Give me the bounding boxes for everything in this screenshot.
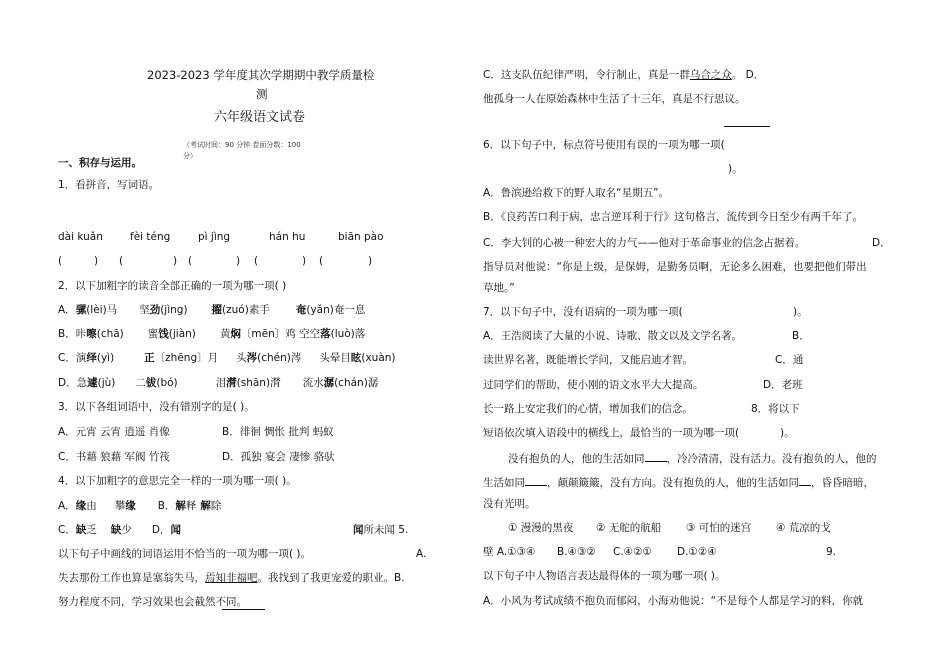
question-9: 以下句子中人物语言表达最得体的一项为哪一项( )。 — [483, 570, 726, 582]
page-title-cont: 测 — [256, 87, 268, 101]
option-6d-label: D． — [872, 237, 891, 249]
phrase-option: ① 漫漫的黑夜 — [508, 522, 574, 534]
passage-line-2: 生活如同 ，颠颠簸簸，没有方向。没有抱负的人，他的生活如同 ，昏昏暗暗， — [483, 474, 874, 490]
question-7: 7．以下句子中，没有语病的一项为哪一项( — [483, 306, 683, 318]
answer-paren: ) — [94, 255, 99, 267]
option-5b: 努力程度不同，学习效果也会截然不同。 — [58, 596, 247, 608]
answer-paren[interactable]: ( — [188, 255, 193, 267]
pinyin-3: pì jìng — [198, 231, 231, 243]
question-6: 6．以下句子中，标点符号使用有误的一项为哪一项( — [483, 139, 725, 151]
option-7b-label: B． — [792, 330, 810, 342]
option-2a: A．骡(lèi)马 坚劲(jìng) 擢(zuó)素手 奄(yǎn)奄一息 — [58, 304, 366, 316]
answer-paren[interactable]: ( — [319, 255, 324, 267]
answer-paren[interactable]: ( — [254, 255, 259, 267]
option-3b: B．徘徊 惆怅 批判 蚂蚁 — [222, 426, 334, 438]
paper-subtitle: 六年级语文试卷 — [214, 110, 306, 125]
answer-option-8d: D.①②④ — [677, 546, 717, 558]
question-7-end: )。 — [793, 306, 808, 318]
option-7a: A．王浩阅读了大量的小说、诗歌、散文以及文学名著。 — [483, 330, 743, 342]
answer-paren: ) — [368, 255, 373, 267]
answer-option-8b: B.④③② — [557, 546, 596, 558]
answer-option-8a: 壁 A.①③④ — [483, 546, 536, 558]
underline-5b — [222, 609, 265, 610]
page-title: 2023-2023 学年度其次学期期中教学质量检 — [147, 68, 375, 82]
fill-blank[interactable] — [799, 474, 811, 486]
question-2: 2．以下加粗字的读音全部正确的一项为哪一项( ) — [58, 280, 287, 292]
pinyin-5: biān pào — [338, 231, 384, 243]
fill-blank[interactable] — [525, 474, 547, 486]
option-7c: 过同学们的帮助，使小刚的语文水平大大提高。 — [483, 379, 704, 391]
option-7c-label: C．通 — [775, 354, 804, 366]
option-6c: C．李大钊的心被一种宏大的力气——他对于革命事业的信念占据着。 — [483, 237, 806, 249]
option-5a-label: A. — [416, 548, 427, 560]
answer-paren: ) — [236, 255, 241, 267]
option-5c: C．这支队伍纪律严明，令行制止，真是一群乌合之众。 D． — [483, 69, 765, 81]
passage-line-3: 没有光明。 — [483, 498, 536, 510]
question-1: 1．看拼音，写词语。 — [58, 179, 160, 191]
question-3: 3．以下各组词语中，没有错别字的是( )。 — [58, 401, 255, 413]
option-3d: D．孤独 宴会 凄惨 骆驮 — [222, 451, 335, 463]
option-2c: C．演绎(yì) 正〔zhēng〕月 头涔(chén)涔 头晕目眩(xuàn) — [58, 352, 396, 364]
answer-paren[interactable]: ( — [119, 255, 124, 267]
passage-line-1: 没有抱负的人，他的生活如同 ，冷冷清清，没有活力。没有抱负的人，他的 — [508, 450, 877, 466]
option-7b: 读世界名著，既能增长学问，又能启迪才智。 — [483, 354, 693, 366]
phrase-option: ② 无舵的航船 — [596, 522, 662, 534]
option-4cd: C．缺乏 缺少 D．闻 闻所未闻 5. — [58, 524, 409, 536]
answer-paren: ) — [302, 255, 307, 267]
question-8-label: 8．将以下 — [751, 403, 800, 415]
answer-option-8c: C.④②① — [613, 546, 652, 558]
question-6-end: )。 — [728, 163, 743, 175]
answer-paren[interactable]: ( — [58, 255, 63, 267]
option-4ab: A．缘由 攀缘 B．解释 解除 — [58, 500, 222, 512]
pinyin-1: dài kuǎn — [58, 231, 103, 243]
question-5: 以下句子中画线的词语运用不恰当的一项为哪一项( )。 — [58, 548, 312, 560]
exam-info-cont: 分） — [183, 152, 197, 160]
option-7d-label: D．老班 — [763, 379, 803, 391]
question-4: 4．以下加粗字的意思完全一样的一项为哪一项( )。 — [58, 475, 297, 487]
option-9a: A．小风为考试成绩不抱负而郁闷，小海劝他说：“不是每个人都是学习的料，你就 — [483, 595, 864, 607]
answer-paren: ) — [173, 255, 178, 267]
exam-info: （考试时间：90 分钟 卷面分数：100 — [183, 141, 301, 149]
option-6a: A．鲁滨逊给救下的野人取名“星期五”。 — [483, 187, 670, 199]
option-5d: 他孤身一人在原始森林中生活了十三年，真是不行思议。 — [483, 93, 746, 105]
option-6d-cont: 草地。” — [483, 282, 515, 294]
pinyin-2: fèi téng — [130, 231, 171, 243]
phrase-option: ③ 可怕的迷宫 — [686, 522, 752, 534]
question-9-label: 9. — [826, 546, 837, 558]
option-3c: C．书藉 狼藉 军阀 竹筏 — [58, 451, 170, 463]
pinyin-4: hán hu — [269, 231, 306, 243]
question-8: 短语依次填入语段中的横线上，最恰当的一项为哪一项( — [483, 427, 740, 439]
option-7d: 长一路上安定我们的心情，增加我们的信念。 — [483, 403, 693, 415]
option-2d: D．急遽(jù) 二钹(bó) 泪潸(shān)潸 流水潺(chán)潺 — [58, 377, 379, 389]
option-6b: B．《良药苦口利于病，忠言逆耳利于行》这句格言，流传到今日至少有两千年了。 — [483, 211, 863, 223]
option-2b: B．咔嚓(chā) 蜜饯(jiàn) 黄焖〔mēn〕鸡 空空落(luò)落 — [58, 328, 366, 340]
question-8-end: )。 — [780, 427, 795, 439]
option-3a: A．元宵 云宵 逍遥 肖像 — [58, 426, 170, 438]
option-5a: 失去那份工作也算是塞翁失马，焉知非福吧。我找到了我更宠爱的职业。B. — [58, 572, 405, 584]
fill-blank[interactable] — [645, 450, 667, 462]
section-heading: 一、积存与运用。 — [58, 157, 142, 169]
phrase-option: ④ 荒凉的戈 — [776, 522, 831, 534]
underline-5d — [724, 126, 770, 127]
option-6d: 指导员对他说：“你是上级，是保姆，是勤务员啊，无论多么困难，也要把他们带出 — [483, 261, 867, 273]
